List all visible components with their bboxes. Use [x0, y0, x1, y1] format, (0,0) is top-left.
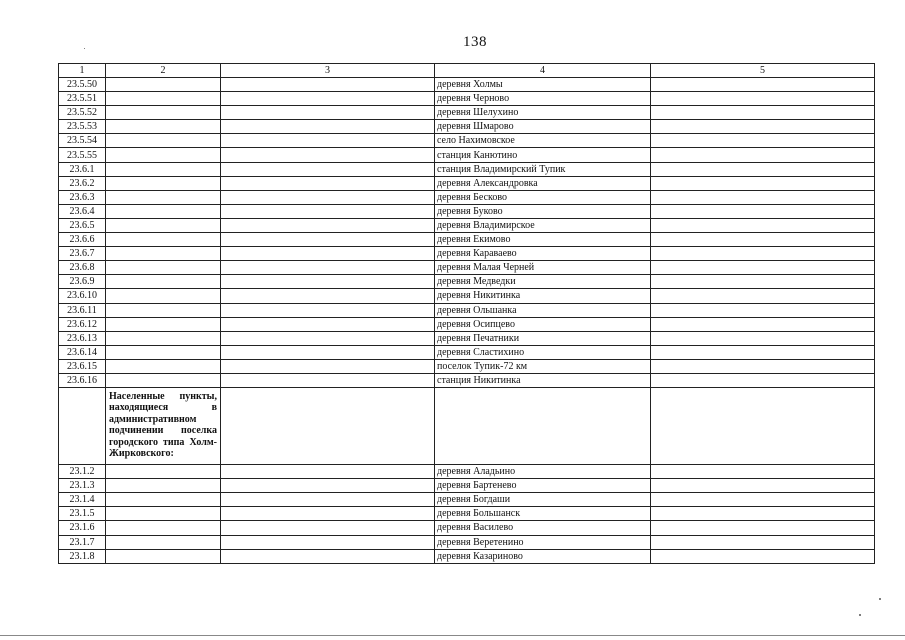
row-col-2: [106, 247, 221, 261]
table-body-a: [59, 78, 875, 388]
table-row: [59, 479, 875, 493]
row-col-5: [651, 493, 875, 507]
row-col-5: [651, 465, 875, 479]
row-col-5: [651, 345, 875, 359]
row-code: 23.6.9: [59, 275, 106, 289]
row-col-2: [106, 275, 221, 289]
row-code: 23.1.6: [59, 521, 106, 535]
row-code: 23.5.50: [59, 78, 106, 92]
table-row: [59, 261, 875, 275]
header-col-2: 2: [106, 64, 221, 78]
row-col-5: [651, 303, 875, 317]
row-col-5: [651, 521, 875, 535]
header-col-4: 4: [435, 64, 651, 78]
table-row: [59, 120, 875, 134]
row-col-3: [221, 92, 435, 106]
table-row: [59, 148, 875, 162]
table-row: [59, 549, 875, 563]
row-col-5: [651, 359, 875, 373]
row-col-2: [106, 204, 221, 218]
row-col-2: [106, 120, 221, 134]
row-col-5: [651, 78, 875, 92]
row-settlement-name: деревня Сластихино: [435, 345, 651, 359]
row-col-2: [106, 521, 221, 535]
row-settlement-name: деревня Александровка: [435, 176, 651, 190]
row-col-3: [221, 176, 435, 190]
table-row: [59, 247, 875, 261]
row-code: 23.6.2: [59, 176, 106, 190]
row-code: 23.6.5: [59, 218, 106, 232]
section-note: Населенные пункты, находящиеся в административном подчинении поселка городского типа Холм-Жирковского:: [106, 388, 221, 465]
row-col-3: [221, 331, 435, 345]
row-settlement-name: деревня Холмы: [435, 78, 651, 92]
scan-bottom-edge: [0, 635, 905, 636]
table-row: [59, 535, 875, 549]
row-col-3: [221, 521, 435, 535]
table-row: [59, 190, 875, 204]
row-settlement-name: деревня Малая Черней: [435, 261, 651, 275]
row-code: 23.1.8: [59, 549, 106, 563]
row-col-2: [106, 176, 221, 190]
table-row: [59, 507, 875, 521]
row-col-5: [651, 261, 875, 275]
table-row: [59, 359, 875, 373]
header-col-1: 1: [59, 64, 106, 78]
row-col-3: [221, 535, 435, 549]
row-code: 23.6.1: [59, 162, 106, 176]
row-code: 23.6.11: [59, 303, 106, 317]
row-col-2: [106, 218, 221, 232]
row-col-3: [221, 261, 435, 275]
row-col-5: [651, 289, 875, 303]
section-note-col-4: [435, 388, 651, 465]
row-col-2: [106, 78, 221, 92]
row-code: 23.6.6: [59, 233, 106, 247]
row-code: 23.6.7: [59, 247, 106, 261]
table-row: [59, 465, 875, 479]
row-col-5: [651, 190, 875, 204]
row-col-3: [221, 148, 435, 162]
row-col-5: [651, 479, 875, 493]
row-col-5: [651, 176, 875, 190]
row-col-2: [106, 345, 221, 359]
scan-speck: [859, 614, 861, 616]
table-row: [59, 345, 875, 359]
row-settlement-name: деревня Бартенево: [435, 479, 651, 493]
row-col-2: [106, 190, 221, 204]
table-row: [59, 373, 875, 387]
row-col-5: [651, 218, 875, 232]
table-row: [59, 303, 875, 317]
row-col-2: [106, 261, 221, 275]
row-code: 23.6.10: [59, 289, 106, 303]
row-col-5: [651, 106, 875, 120]
table-row: [59, 134, 875, 148]
section-note-row: [59, 388, 875, 465]
table-row: [59, 521, 875, 535]
row-col-3: [221, 78, 435, 92]
row-col-3: [221, 204, 435, 218]
row-code: 23.6.14: [59, 345, 106, 359]
row-settlement-name: станция Никитинка: [435, 373, 651, 387]
row-col-3: [221, 317, 435, 331]
row-code: 23.5.53: [59, 120, 106, 134]
row-col-5: [651, 247, 875, 261]
row-col-3: [221, 359, 435, 373]
row-col-3: [221, 162, 435, 176]
row-code: 23.1.5: [59, 507, 106, 521]
row-code: 23.1.2: [59, 465, 106, 479]
table-row: [59, 162, 875, 176]
row-col-2: [106, 289, 221, 303]
row-col-3: [221, 549, 435, 563]
row-col-2: [106, 493, 221, 507]
row-col-5: [651, 233, 875, 247]
row-settlement-name: станция Канютино: [435, 148, 651, 162]
row-col-5: [651, 373, 875, 387]
table-row: [59, 233, 875, 247]
row-col-5: [651, 148, 875, 162]
row-code: 23.6.8: [59, 261, 106, 275]
row-code: 23.6.4: [59, 204, 106, 218]
section-note-code-cell: [59, 388, 106, 465]
table-row: [59, 106, 875, 120]
row-col-2: [106, 479, 221, 493]
row-col-5: [651, 535, 875, 549]
row-col-5: [651, 92, 875, 106]
row-col-3: [221, 507, 435, 521]
row-code: 23.1.4: [59, 493, 106, 507]
table-row: [59, 493, 875, 507]
row-col-3: [221, 233, 435, 247]
row-settlement-name: деревня Владимирское: [435, 218, 651, 232]
row-code: 23.5.52: [59, 106, 106, 120]
row-settlement-name: деревня Богдаши: [435, 493, 651, 507]
row-settlement-name: деревня Бесково: [435, 190, 651, 204]
row-col-3: [221, 190, 435, 204]
row-col-2: [106, 549, 221, 563]
row-col-3: [221, 479, 435, 493]
row-code: 23.6.15: [59, 359, 106, 373]
row-col-2: [106, 106, 221, 120]
row-col-3: [221, 289, 435, 303]
row-settlement-name: село Нахимовское: [435, 134, 651, 148]
table-row: [59, 176, 875, 190]
row-code: 23.5.55: [59, 148, 106, 162]
row-col-5: [651, 134, 875, 148]
row-col-2: [106, 162, 221, 176]
row-col-3: [221, 303, 435, 317]
row-col-3: [221, 465, 435, 479]
row-code: 23.6.13: [59, 331, 106, 345]
table-row: [59, 218, 875, 232]
row-col-2: [106, 317, 221, 331]
row-settlement-name: деревня Печатники: [435, 331, 651, 345]
row-col-3: [221, 275, 435, 289]
row-col-5: [651, 331, 875, 345]
row-col-5: [651, 549, 875, 563]
row-col-5: [651, 120, 875, 134]
row-settlement-name: деревня Черново: [435, 92, 651, 106]
header-row: [59, 64, 875, 78]
row-col-5: [651, 317, 875, 331]
scan-speck: [879, 598, 881, 600]
section-note-col-5: [651, 388, 875, 465]
row-settlement-name: деревня Большанск: [435, 507, 651, 521]
table-row: [59, 289, 875, 303]
row-code: 23.6.12: [59, 317, 106, 331]
row-settlement-name: поселок Тупик-72 км: [435, 359, 651, 373]
header-col-3: 3: [221, 64, 435, 78]
row-settlement-name: деревня Василево: [435, 521, 651, 535]
row-col-3: [221, 134, 435, 148]
row-settlement-name: деревня Екимово: [435, 233, 651, 247]
row-col-2: [106, 359, 221, 373]
table-row: [59, 317, 875, 331]
row-code: 23.6.3: [59, 190, 106, 204]
row-code: 23.5.54: [59, 134, 106, 148]
row-col-5: [651, 162, 875, 176]
row-col-2: [106, 303, 221, 317]
table-body-b: [59, 465, 875, 564]
row-settlement-name: деревня Осипцево: [435, 317, 651, 331]
row-col-5: [651, 507, 875, 521]
table-row: [59, 204, 875, 218]
row-settlement-name: деревня Аладьино: [435, 465, 651, 479]
row-settlement-name: деревня Никитинка: [435, 289, 651, 303]
row-settlement-name: деревня Шелухино: [435, 106, 651, 120]
row-col-2: [106, 465, 221, 479]
scan-speck: [84, 48, 85, 49]
row-settlement-name: деревня Казариново: [435, 549, 651, 563]
row-code: 23.1.7: [59, 535, 106, 549]
row-col-3: [221, 120, 435, 134]
row-col-5: [651, 275, 875, 289]
row-settlement-name: деревня Веретенино: [435, 535, 651, 549]
row-col-2: [106, 535, 221, 549]
row-col-2: [106, 331, 221, 345]
row-code: 23.5.51: [59, 92, 106, 106]
section-body: [59, 388, 875, 465]
row-col-3: [221, 373, 435, 387]
row-col-2: [106, 134, 221, 148]
row-col-3: [221, 345, 435, 359]
row-settlement-name: деревня Шмарово: [435, 120, 651, 134]
row-col-3: [221, 247, 435, 261]
row-col-5: [651, 204, 875, 218]
row-col-2: [106, 92, 221, 106]
page-number: 138: [463, 34, 487, 50]
row-col-2: [106, 148, 221, 162]
row-col-3: [221, 106, 435, 120]
table-row: [59, 78, 875, 92]
table-row: [59, 92, 875, 106]
section-note-col-3: [221, 388, 435, 465]
row-code: 23.1.3: [59, 479, 106, 493]
row-settlement-name: деревня Медведки: [435, 275, 651, 289]
row-col-2: [106, 233, 221, 247]
header-col-5: 5: [651, 64, 875, 78]
row-settlement-name: деревня Ольшанка: [435, 303, 651, 317]
row-col-2: [106, 373, 221, 387]
table-row: [59, 275, 875, 289]
row-col-2: [106, 507, 221, 521]
row-settlement-name: деревня Караваево: [435, 247, 651, 261]
row-col-3: [221, 493, 435, 507]
row-settlement-name: станция Владимирский Тупик: [435, 162, 651, 176]
settlements-table: [58, 63, 875, 564]
row-col-3: [221, 218, 435, 232]
table-row: [59, 331, 875, 345]
row-settlement-name: деревня Буково: [435, 204, 651, 218]
row-code: 23.6.16: [59, 373, 106, 387]
